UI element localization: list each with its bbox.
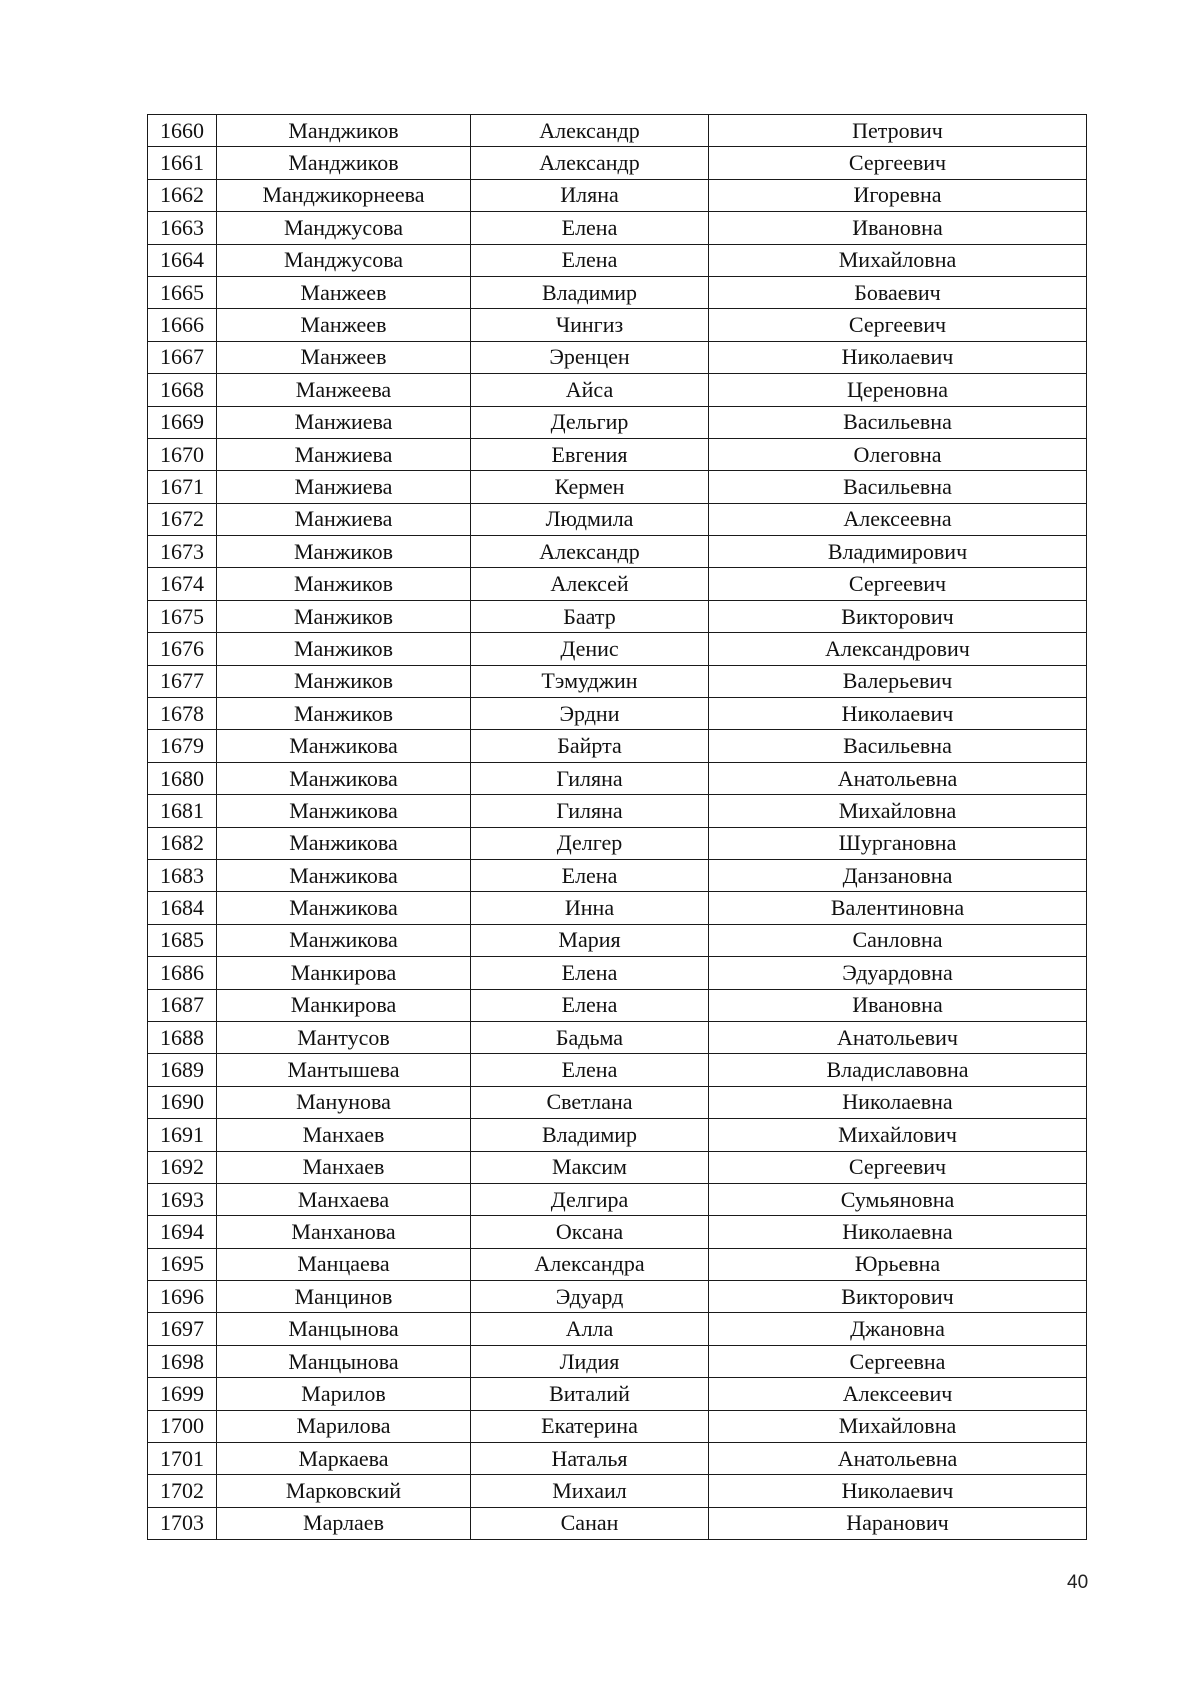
patronymic-cell: Цереновна bbox=[709, 374, 1087, 406]
table-row bbox=[148, 276, 1087, 308]
patronymic-cell: Сумьяновна bbox=[709, 1183, 1087, 1215]
patronymic-cell: Ивановна bbox=[709, 989, 1087, 1021]
row-number-cell: 1691 bbox=[148, 1119, 217, 1151]
first-name-cell: Елена bbox=[471, 859, 709, 891]
row-number-cell: 1700 bbox=[148, 1410, 217, 1442]
last-name-cell: Манжикова bbox=[217, 762, 471, 794]
patronymic-cell: Сергеевич bbox=[709, 568, 1087, 600]
last-name-cell: Мантышева bbox=[217, 1054, 471, 1086]
patronymic-cell: Владимирович bbox=[709, 536, 1087, 568]
table-row bbox=[148, 892, 1087, 924]
last-name-cell: Марилова bbox=[217, 1410, 471, 1442]
row-number-cell: 1666 bbox=[148, 309, 217, 341]
last-name-cell: Манджусова bbox=[217, 244, 471, 276]
row-number-cell: 1672 bbox=[148, 503, 217, 535]
first-name-cell: Санан bbox=[471, 1507, 709, 1539]
last-name-cell: Манджусова bbox=[217, 212, 471, 244]
first-name-cell: Делгер bbox=[471, 827, 709, 859]
row-number-cell: 1692 bbox=[148, 1151, 217, 1183]
first-name-cell: Денис bbox=[471, 633, 709, 665]
last-name-cell: Манжикова bbox=[217, 827, 471, 859]
table-row bbox=[148, 1475, 1087, 1507]
last-name-cell: Манхаев bbox=[217, 1119, 471, 1151]
patronymic-cell: Николаевна bbox=[709, 1216, 1087, 1248]
last-name-cell: Манкирова bbox=[217, 989, 471, 1021]
table-row bbox=[148, 1345, 1087, 1377]
row-number-cell: 1678 bbox=[148, 698, 217, 730]
patronymic-cell: Санловна bbox=[709, 924, 1087, 956]
row-number-cell: 1676 bbox=[148, 633, 217, 665]
patronymic-cell: Сергеевна bbox=[709, 1345, 1087, 1377]
row-number-cell: 1660 bbox=[148, 115, 217, 147]
last-name-cell: Манжиева bbox=[217, 438, 471, 470]
first-name-cell: Владимир bbox=[471, 276, 709, 308]
patronymic-cell: Сергеевич bbox=[709, 147, 1087, 179]
first-name-cell: Виталий bbox=[471, 1378, 709, 1410]
row-number-cell: 1702 bbox=[148, 1475, 217, 1507]
table-row bbox=[148, 438, 1087, 470]
patronymic-cell: Олеговна bbox=[709, 438, 1087, 470]
row-number-cell: 1668 bbox=[148, 374, 217, 406]
table-row bbox=[148, 309, 1087, 341]
first-name-cell: Елена bbox=[471, 989, 709, 1021]
patronymic-cell: Михайловна bbox=[709, 795, 1087, 827]
table-row bbox=[148, 1378, 1087, 1410]
patronymic-cell: Сергеевич bbox=[709, 1151, 1087, 1183]
row-number-cell: 1667 bbox=[148, 341, 217, 373]
row-number-cell: 1681 bbox=[148, 795, 217, 827]
table-row bbox=[148, 1216, 1087, 1248]
patronymic-cell: Николаевич bbox=[709, 698, 1087, 730]
table-row bbox=[148, 536, 1087, 568]
row-number-cell: 1661 bbox=[148, 147, 217, 179]
last-name-cell: Манжикова bbox=[217, 730, 471, 762]
first-name-cell: Мария bbox=[471, 924, 709, 956]
last-name-cell: Манжиков bbox=[217, 633, 471, 665]
row-number-cell: 1687 bbox=[148, 989, 217, 1021]
last-name-cell: Манкирова bbox=[217, 957, 471, 989]
last-name-cell: Манцынова bbox=[217, 1313, 471, 1345]
last-name-cell: Манжиева bbox=[217, 471, 471, 503]
row-number-cell: 1670 bbox=[148, 438, 217, 470]
last-name-cell: Манханова bbox=[217, 1216, 471, 1248]
last-name-cell: Манжеева bbox=[217, 374, 471, 406]
patronymic-cell: Михайлович bbox=[709, 1119, 1087, 1151]
row-number-cell: 1697 bbox=[148, 1313, 217, 1345]
patronymic-cell: Викторович bbox=[709, 600, 1087, 632]
row-number-cell: 1686 bbox=[148, 957, 217, 989]
patronymic-cell: Валентиновна bbox=[709, 892, 1087, 924]
first-name-cell: Тэмуджин bbox=[471, 665, 709, 697]
row-number-cell: 1671 bbox=[148, 471, 217, 503]
table-row bbox=[148, 762, 1087, 794]
table-row bbox=[148, 471, 1087, 503]
row-number-cell: 1673 bbox=[148, 536, 217, 568]
row-number-cell: 1683 bbox=[148, 859, 217, 891]
first-name-cell: Эренцен bbox=[471, 341, 709, 373]
patronymic-cell: Петрович bbox=[709, 115, 1087, 147]
table-row bbox=[148, 503, 1087, 535]
table-row bbox=[148, 1507, 1087, 1539]
last-name-cell: Манжиков bbox=[217, 600, 471, 632]
first-name-cell: Делгира bbox=[471, 1183, 709, 1215]
last-name-cell: Марлаев bbox=[217, 1507, 471, 1539]
patronymic-cell: Николаевна bbox=[709, 1086, 1087, 1118]
table-row bbox=[148, 795, 1087, 827]
patronymic-cell: Валерьевич bbox=[709, 665, 1087, 697]
last-name-cell: Манжикова bbox=[217, 795, 471, 827]
table-row bbox=[148, 1183, 1087, 1215]
last-name-cell: Манжикова bbox=[217, 859, 471, 891]
table-row bbox=[148, 179, 1087, 211]
patronymic-cell: Анатольевич bbox=[709, 1021, 1087, 1053]
names-table-body bbox=[148, 115, 1087, 1540]
last-name-cell: Манжикова bbox=[217, 924, 471, 956]
first-name-cell: Кермен bbox=[471, 471, 709, 503]
last-name-cell: Манжиева bbox=[217, 406, 471, 438]
first-name-cell: Лидия bbox=[471, 1345, 709, 1377]
row-number-cell: 1665 bbox=[148, 276, 217, 308]
row-number-cell: 1685 bbox=[148, 924, 217, 956]
first-name-cell: Эрдни bbox=[471, 698, 709, 730]
patronymic-cell: Алексеевич bbox=[709, 1378, 1087, 1410]
table-row bbox=[148, 406, 1087, 438]
last-name-cell: Манцинов bbox=[217, 1281, 471, 1313]
row-number-cell: 1684 bbox=[148, 892, 217, 924]
table-row bbox=[148, 1054, 1087, 1086]
patronymic-cell: Сергеевич bbox=[709, 309, 1087, 341]
patronymic-cell: Юрьевна bbox=[709, 1248, 1087, 1280]
first-name-cell: Александра bbox=[471, 1248, 709, 1280]
row-number-cell: 1696 bbox=[148, 1281, 217, 1313]
last-name-cell: Манжиков bbox=[217, 536, 471, 568]
table-row bbox=[148, 827, 1087, 859]
first-name-cell: Чингиз bbox=[471, 309, 709, 341]
table-row bbox=[148, 989, 1087, 1021]
row-number-cell: 1662 bbox=[148, 179, 217, 211]
row-number-cell: 1694 bbox=[148, 1216, 217, 1248]
first-name-cell: Алексей bbox=[471, 568, 709, 600]
last-name-cell: Манцынова bbox=[217, 1345, 471, 1377]
table-row bbox=[148, 115, 1087, 147]
last-name-cell: Манхаева bbox=[217, 1183, 471, 1215]
row-number-cell: 1689 bbox=[148, 1054, 217, 1086]
patronymic-cell: Эдуардовна bbox=[709, 957, 1087, 989]
table-row bbox=[148, 212, 1087, 244]
row-number-cell: 1664 bbox=[148, 244, 217, 276]
first-name-cell: Елена bbox=[471, 957, 709, 989]
table-row bbox=[148, 1248, 1087, 1280]
first-name-cell: Бадьма bbox=[471, 1021, 709, 1053]
patronymic-cell: Алексеевна bbox=[709, 503, 1087, 535]
last-name-cell: Манхаев bbox=[217, 1151, 471, 1183]
table-row bbox=[148, 1313, 1087, 1345]
first-name-cell: Светлана bbox=[471, 1086, 709, 1118]
last-name-cell: Марилов bbox=[217, 1378, 471, 1410]
patronymic-cell: Данзановна bbox=[709, 859, 1087, 891]
table-row bbox=[148, 924, 1087, 956]
table-row bbox=[148, 244, 1087, 276]
patronymic-cell: Николаевич bbox=[709, 1475, 1087, 1507]
last-name-cell: Манжеев bbox=[217, 309, 471, 341]
patronymic-cell: Боваевич bbox=[709, 276, 1087, 308]
row-number-cell: 1690 bbox=[148, 1086, 217, 1118]
first-name-cell: Айса bbox=[471, 374, 709, 406]
patronymic-cell: Васильевна bbox=[709, 730, 1087, 762]
last-name-cell: Манжикова bbox=[217, 892, 471, 924]
table-row bbox=[148, 1119, 1087, 1151]
patronymic-cell: Викторович bbox=[709, 1281, 1087, 1313]
table-row bbox=[148, 147, 1087, 179]
patronymic-cell: Александрович bbox=[709, 633, 1087, 665]
patronymic-cell: Васильевна bbox=[709, 406, 1087, 438]
last-name-cell: Манджиков bbox=[217, 115, 471, 147]
last-name-cell: Манджиков bbox=[217, 147, 471, 179]
patronymic-cell: Анатольевна bbox=[709, 762, 1087, 794]
patronymic-cell: Анатольевна bbox=[709, 1443, 1087, 1475]
first-name-cell: Максим bbox=[471, 1151, 709, 1183]
last-name-cell: Манжеев bbox=[217, 341, 471, 373]
row-number-cell: 1679 bbox=[148, 730, 217, 762]
row-number-cell: 1701 bbox=[148, 1443, 217, 1475]
last-name-cell: Маркаева bbox=[217, 1443, 471, 1475]
patronymic-cell: Ивановна bbox=[709, 212, 1087, 244]
first-name-cell: Александр bbox=[471, 115, 709, 147]
last-name-cell: Манджикорнеева bbox=[217, 179, 471, 211]
patronymic-cell: Николаевич bbox=[709, 341, 1087, 373]
table-row bbox=[148, 957, 1087, 989]
row-number-cell: 1695 bbox=[148, 1248, 217, 1280]
row-number-cell: 1674 bbox=[148, 568, 217, 600]
patronymic-cell: Михайловна bbox=[709, 244, 1087, 276]
table-row bbox=[148, 1086, 1087, 1118]
row-number-cell: 1663 bbox=[148, 212, 217, 244]
first-name-cell: Евгения bbox=[471, 438, 709, 470]
last-name-cell: Манжиева bbox=[217, 503, 471, 535]
first-name-cell: Людмила bbox=[471, 503, 709, 535]
patronymic-cell: Наранович bbox=[709, 1507, 1087, 1539]
first-name-cell: Иляна bbox=[471, 179, 709, 211]
first-name-cell: Александр bbox=[471, 536, 709, 568]
patronymic-cell: Владиславовна bbox=[709, 1054, 1087, 1086]
first-name-cell: Михаил bbox=[471, 1475, 709, 1507]
row-number-cell: 1675 bbox=[148, 600, 217, 632]
first-name-cell: Елена bbox=[471, 1054, 709, 1086]
first-name-cell: Байрта bbox=[471, 730, 709, 762]
table-row bbox=[148, 1281, 1087, 1313]
table-row bbox=[148, 1021, 1087, 1053]
row-number-cell: 1680 bbox=[148, 762, 217, 794]
table-row bbox=[148, 1151, 1087, 1183]
last-name-cell: Марковский bbox=[217, 1475, 471, 1507]
first-name-cell: Оксана bbox=[471, 1216, 709, 1248]
first-name-cell: Александр bbox=[471, 147, 709, 179]
table-row bbox=[148, 665, 1087, 697]
row-number-cell: 1688 bbox=[148, 1021, 217, 1053]
last-name-cell: Мантусов bbox=[217, 1021, 471, 1053]
table-row bbox=[148, 374, 1087, 406]
table-row bbox=[148, 341, 1087, 373]
first-name-cell: Гиляна bbox=[471, 762, 709, 794]
table-row bbox=[148, 633, 1087, 665]
last-name-cell: Манжиков bbox=[217, 665, 471, 697]
last-name-cell: Манжиков bbox=[217, 698, 471, 730]
first-name-cell: Баатр bbox=[471, 600, 709, 632]
last-name-cell: Манунова bbox=[217, 1086, 471, 1118]
row-number-cell: 1698 bbox=[148, 1345, 217, 1377]
names-table bbox=[147, 114, 1087, 1540]
row-number-cell: 1703 bbox=[148, 1507, 217, 1539]
patronymic-cell: Джановна bbox=[709, 1313, 1087, 1345]
table-row bbox=[148, 1443, 1087, 1475]
patronymic-cell: Шургановна bbox=[709, 827, 1087, 859]
table-row bbox=[148, 600, 1087, 632]
table-row bbox=[148, 568, 1087, 600]
table-row bbox=[148, 730, 1087, 762]
first-name-cell: Алла bbox=[471, 1313, 709, 1345]
first-name-cell: Инна bbox=[471, 892, 709, 924]
first-name-cell: Эдуард bbox=[471, 1281, 709, 1313]
first-name-cell: Елена bbox=[471, 244, 709, 276]
first-name-cell: Владимир bbox=[471, 1119, 709, 1151]
first-name-cell: Елена bbox=[471, 212, 709, 244]
row-number-cell: 1699 bbox=[148, 1378, 217, 1410]
table-row bbox=[148, 1410, 1087, 1442]
page-number: 40 bbox=[1067, 1572, 1089, 1593]
row-number-cell: 1677 bbox=[148, 665, 217, 697]
first-name-cell: Гиляна bbox=[471, 795, 709, 827]
row-number-cell: 1693 bbox=[148, 1183, 217, 1215]
patronymic-cell: Васильевна bbox=[709, 471, 1087, 503]
first-name-cell: Екатерина bbox=[471, 1410, 709, 1442]
first-name-cell: Наталья bbox=[471, 1443, 709, 1475]
row-number-cell: 1682 bbox=[148, 827, 217, 859]
last-name-cell: Манцаева bbox=[217, 1248, 471, 1280]
first-name-cell: Дельгир bbox=[471, 406, 709, 438]
patronymic-cell: Михайловна bbox=[709, 1410, 1087, 1442]
table-row bbox=[148, 698, 1087, 730]
last-name-cell: Манжиков bbox=[217, 568, 471, 600]
patronymic-cell: Игоревна bbox=[709, 179, 1087, 211]
row-number-cell: 1669 bbox=[148, 406, 217, 438]
last-name-cell: Манжеев bbox=[217, 276, 471, 308]
table-row bbox=[148, 859, 1087, 891]
